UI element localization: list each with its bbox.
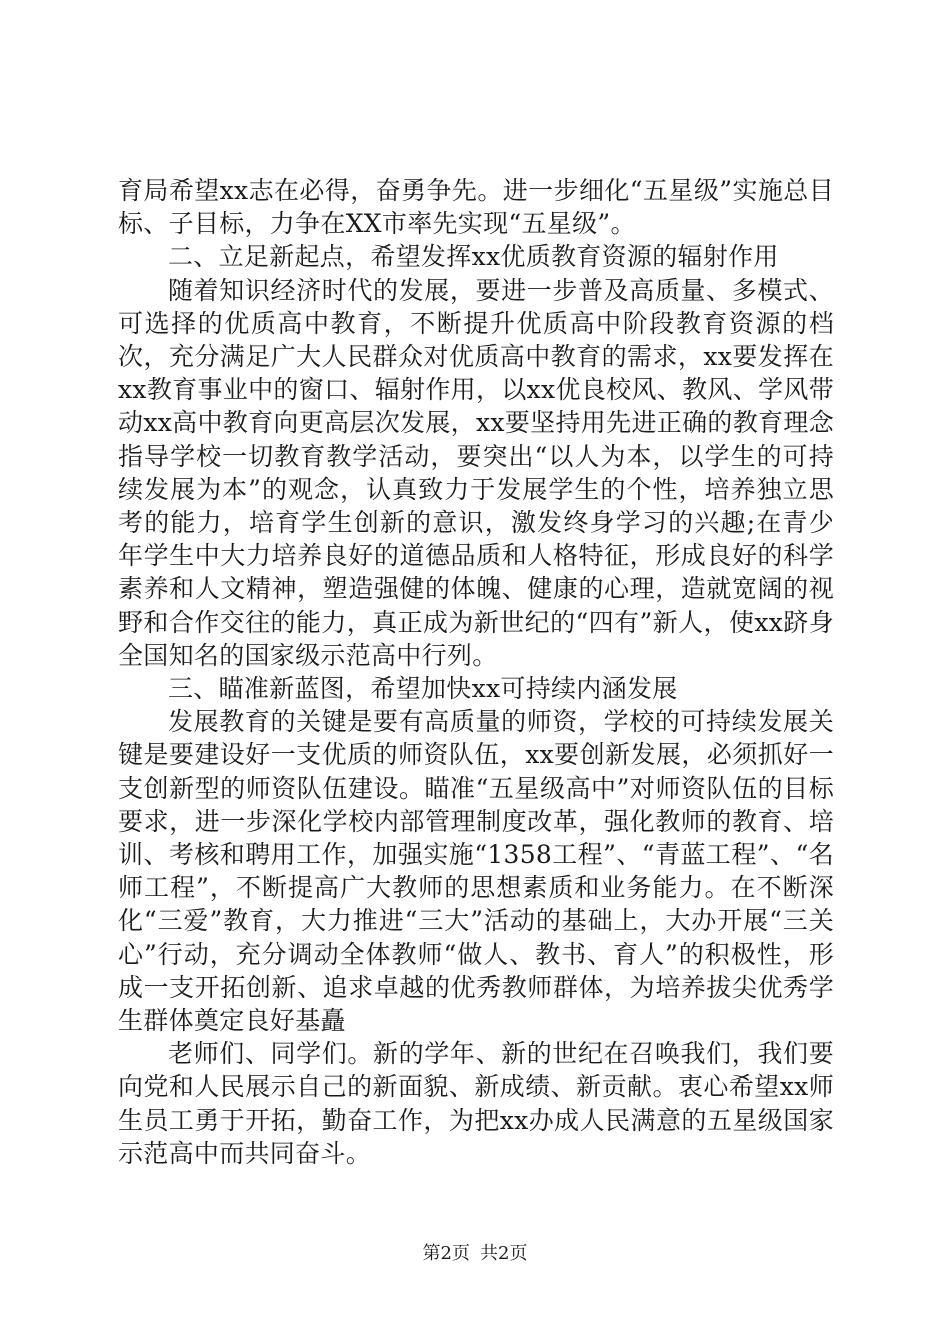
paragraph-section-two-body: 随着知识经济时代的发展，要进一步普及高质量、多模式、可选择的优质高中教育，不断提升优质高中阶段教育资源的档次，充分满足广大人民群众对优质高中教育的需求，xx要发挥在xx教育事业中的窗口、辐射作用，以xx优良校风、教风、学风带动xx高中教育向更高层次发展，xx要坚持用先进正确的教育理念指导学校一切教育教学活动，要突出“以人为本，以学生的可持续发展为本”的观念，认真致力于发展学生的个性，培养独立思考的能力，培育学生创新的意识，激发终身学习的兴趣;在青少年学生中大力培养良好的道德品质和人格特征，形成良好的科学素养和人文精神，塑造强健的体魄、健康的心理，造就宽阔的视野和合作交往的能力，真正成为新世纪的“四有”新人，使xx跻身全国知名的国家级示范高中行列。	[118, 275, 834, 670]
page-footer	[0, 1243, 950, 1265]
paragraph-intro-continuation: 育局希望xx志在必得，奋勇争先。进一步细化“五星级”实施总目标、子目标，力争在XX市率先实现“五星级”。	[118, 176, 834, 239]
section-heading-two: 二、立足新起点，希望发挥xx优质教育资源的辐射作用	[168, 242, 779, 272]
page-number-current: 第2页	[422, 1243, 470, 1264]
document-body	[118, 174, 834, 1170]
paragraph-section-three-body: 发展教育的关键是要有高质量的师资，学校的可持续发展关键是要建设好一支优质的师资队伍，xx要创新发展，必须抓好一支创新型的师资队伍建设。瞄准“五星级高中”对师资队伍的目标要求，进一步深化学校内部管理制度改革，强化教师的教育、培训、考核和聘用工作，加强实施“1358工程”、“青蓝工程”、“名师工程”，不断提高广大教师的思想素质和业务能力。在不断深化“三爱”教育，大力推进“三大”活动的基础上，大办开展“三关心”行动，充分调动全体教师“做人、教书、育人”的积极性，形成一支开拓创新、追求卓越的优秀教师群体，为培养拔尖优秀学生群体奠定良好基矗	[118, 707, 834, 1036]
paragraph-closing: 老师们、同学们。新的学年、新的世纪在召唤我们，我们要向党和人民展示自己的新面貌、新成绩、新贡献。衷心希望xx师生员工勇于开拓，勤奋工作，为把xx办成人民满意的五星级国家示范高中而共同奋斗。	[118, 1039, 834, 1168]
page-number-total: 共2页	[480, 1243, 528, 1264]
section-heading-three: 三、瞄准新蓝图，希望加快xx可持续内涵发展	[168, 674, 678, 704]
